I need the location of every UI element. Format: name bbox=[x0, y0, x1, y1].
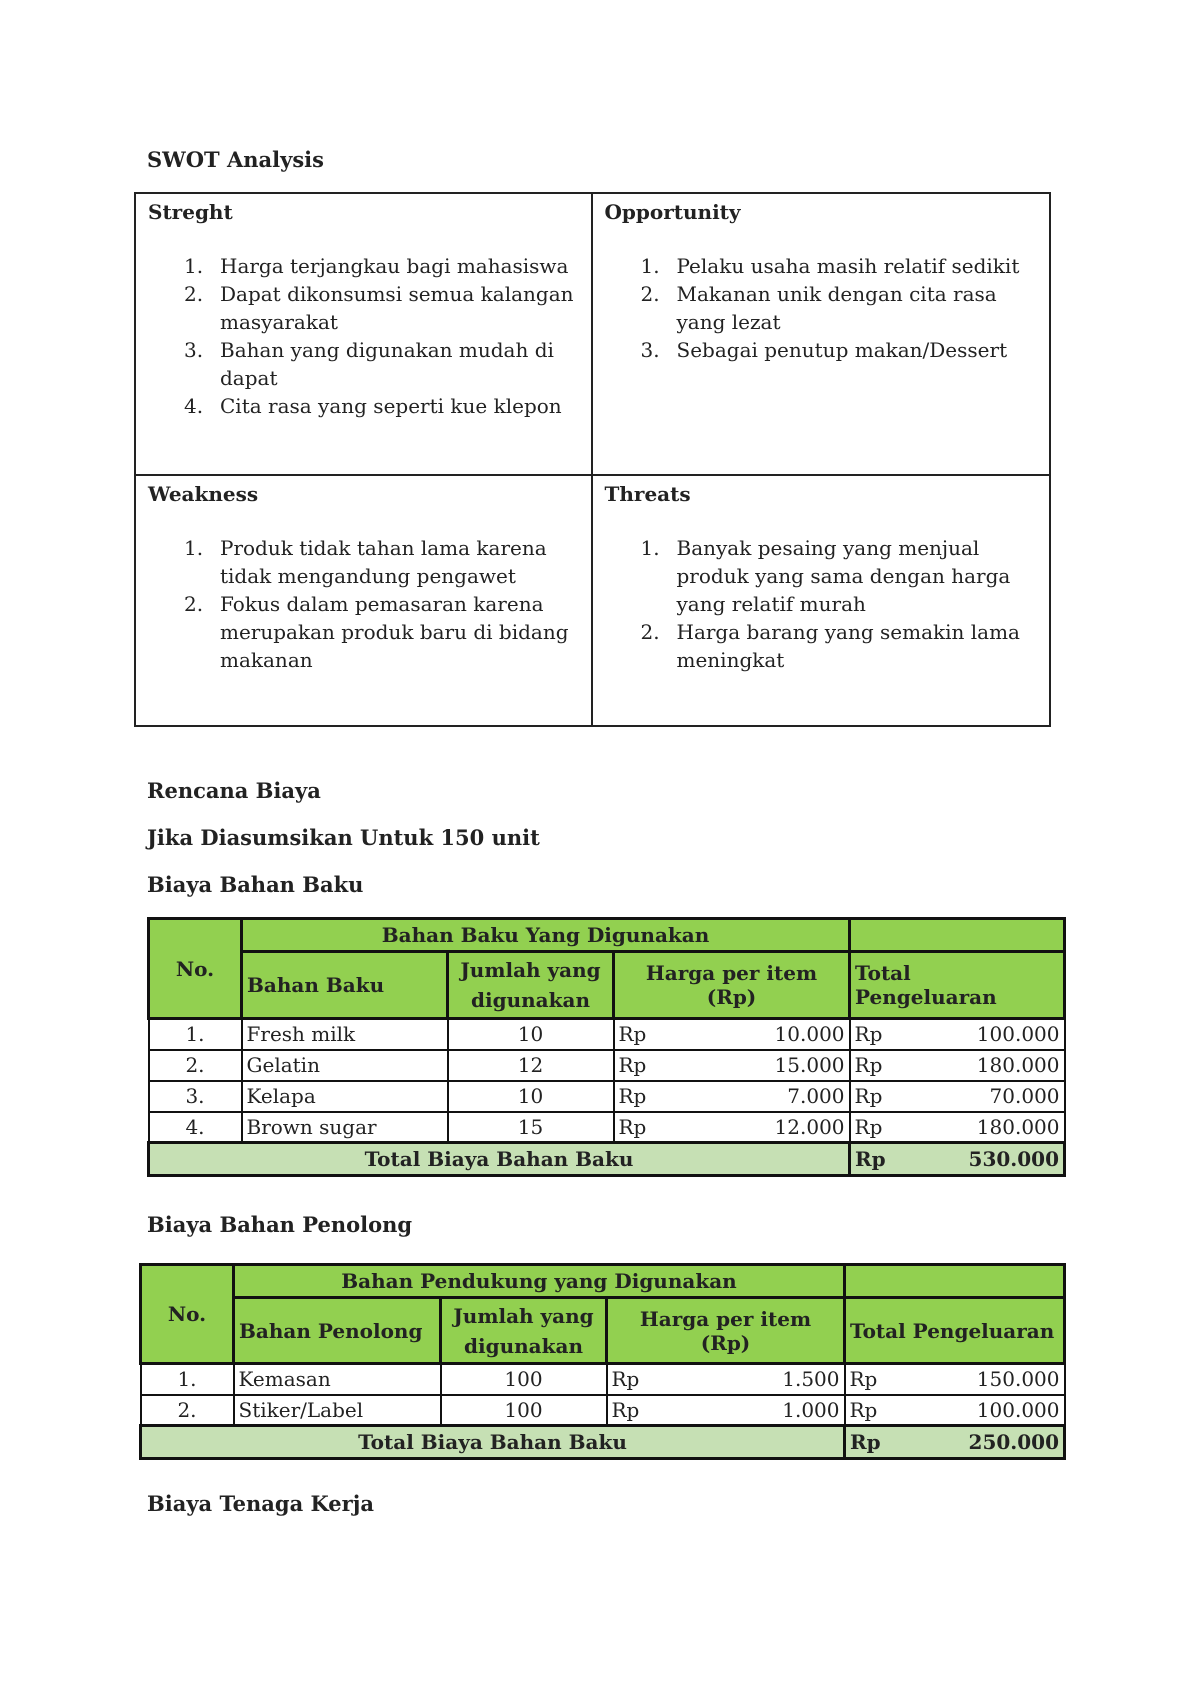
table-total-row bbox=[141, 1426, 1065, 1459]
header-qty: Jumlah yang digunakan bbox=[448, 952, 614, 1019]
header-blank bbox=[845, 1265, 1065, 1298]
heading-biaya-bahan-baku: Biaya Bahan Baku bbox=[147, 872, 364, 897]
header-item: Bahan Baku bbox=[242, 952, 448, 1019]
list-item: 1. Harga terjangkau bagi mahasiswa bbox=[184, 254, 569, 278]
table-total-row bbox=[149, 1143, 1065, 1176]
swot-threats-cell bbox=[593, 476, 1050, 725]
heading-biaya-tenaga-kerja: Biaya Tenaga Kerja bbox=[147, 1491, 374, 1516]
table-row: 1. Kemasan 100 Rp 1.500 Rp 150.000 bbox=[141, 1364, 1065, 1395]
swot-strength-list bbox=[148, 252, 579, 420]
list-item: 3. Bahan yang digunakan mudah di dapat bbox=[184, 338, 554, 390]
swot-grid bbox=[134, 192, 1051, 727]
table-row: 1. Fresh milk 10 Rp 10.000 Rp 100.000 bbox=[149, 1019, 1065, 1050]
list-item: 2. Fokus dalam pemasaran karena merupakan produk baru di bidang makanan bbox=[184, 592, 569, 672]
header-total: Total Pengeluaran bbox=[850, 952, 1065, 1019]
swot-strength-cell bbox=[136, 194, 593, 476]
swot-opportunity-list bbox=[605, 252, 1038, 364]
heading-rencana-biaya: Rencana Biaya bbox=[147, 778, 321, 803]
header-no: No. bbox=[141, 1265, 234, 1364]
heading-biaya-bahan-penolong: Biaya Bahan Penolong bbox=[147, 1212, 413, 1237]
table-bahan-baku bbox=[147, 917, 1066, 1177]
swot-opportunity-title: Opportunity bbox=[604, 200, 741, 224]
header-price: Harga per item (Rp) bbox=[607, 1298, 845, 1364]
header-blank bbox=[850, 919, 1065, 952]
list-item: 2. Dapat dikonsumsi semua kalangan masyarakat bbox=[184, 282, 574, 334]
list-item: 2. Harga barang yang semakin lama meningkat bbox=[640, 620, 1020, 672]
swot-threats-title: Threats bbox=[604, 482, 691, 506]
table-row: 2. Stiker/Label 100 Rp 1.000 Rp 100.000 bbox=[141, 1395, 1065, 1426]
total-value: 250.000 bbox=[892, 1426, 1065, 1459]
swot-threats-list bbox=[605, 534, 1038, 674]
list-item: 2. Makanan unik dengan cita rasa yang lezat bbox=[640, 282, 997, 334]
header-total: Total Pengeluaran bbox=[845, 1298, 1065, 1364]
swot-weakness-list bbox=[148, 534, 579, 674]
header-group: Bahan Pendukung yang Digunakan bbox=[234, 1265, 845, 1298]
swot-weakness-title: Weakness bbox=[148, 482, 259, 506]
header-price: Harga per item (Rp) bbox=[614, 952, 850, 1019]
header-group: Bahan Baku Yang Digunakan bbox=[242, 919, 850, 952]
swot-title: SWOT Analysis bbox=[147, 147, 324, 172]
list-item: 4. Cita rasa yang seperti kue klepon bbox=[184, 394, 562, 418]
heading-asumsi: Jika Diasumsikan Untuk 150 unit bbox=[147, 825, 540, 850]
list-item: 1. Pelaku usaha masih relatif sedikit bbox=[640, 254, 1020, 278]
swot-strength-title: Streght bbox=[148, 200, 233, 224]
list-item: 3. Sebagai penutup makan/Dessert bbox=[640, 338, 1008, 362]
swot-opportunity-cell bbox=[593, 194, 1050, 476]
swot-weakness-cell bbox=[136, 476, 593, 725]
total-label: Total Biaya Bahan Baku bbox=[141, 1426, 845, 1459]
header-item: Bahan Penolong bbox=[234, 1298, 441, 1364]
list-item: 1. Produk tidak tahan lama karena tidak mengandung pengawet bbox=[184, 536, 547, 588]
table-row: 2. Gelatin 12 Rp 15.000 Rp 180.000 bbox=[149, 1050, 1065, 1081]
header-qty: Jumlah yang digunakan bbox=[441, 1298, 607, 1364]
table-row: 3. Kelapa 10 Rp 7.000 Rp 70.000 bbox=[149, 1081, 1065, 1112]
total-value: 530.000 bbox=[897, 1143, 1065, 1176]
total-currency: Rp bbox=[850, 1143, 897, 1176]
total-label: Total Biaya Bahan Baku bbox=[149, 1143, 850, 1176]
header-no: No. bbox=[149, 919, 242, 1019]
table-row: 4. Brown sugar 15 Rp 12.000 Rp 180.000 bbox=[149, 1112, 1065, 1143]
total-currency: Rp bbox=[845, 1426, 892, 1459]
list-item: 1. Banyak pesaing yang menjual produk yang sama dengan harga yang relatif murah bbox=[640, 536, 1011, 616]
table-bahan-penolong bbox=[139, 1263, 1066, 1460]
